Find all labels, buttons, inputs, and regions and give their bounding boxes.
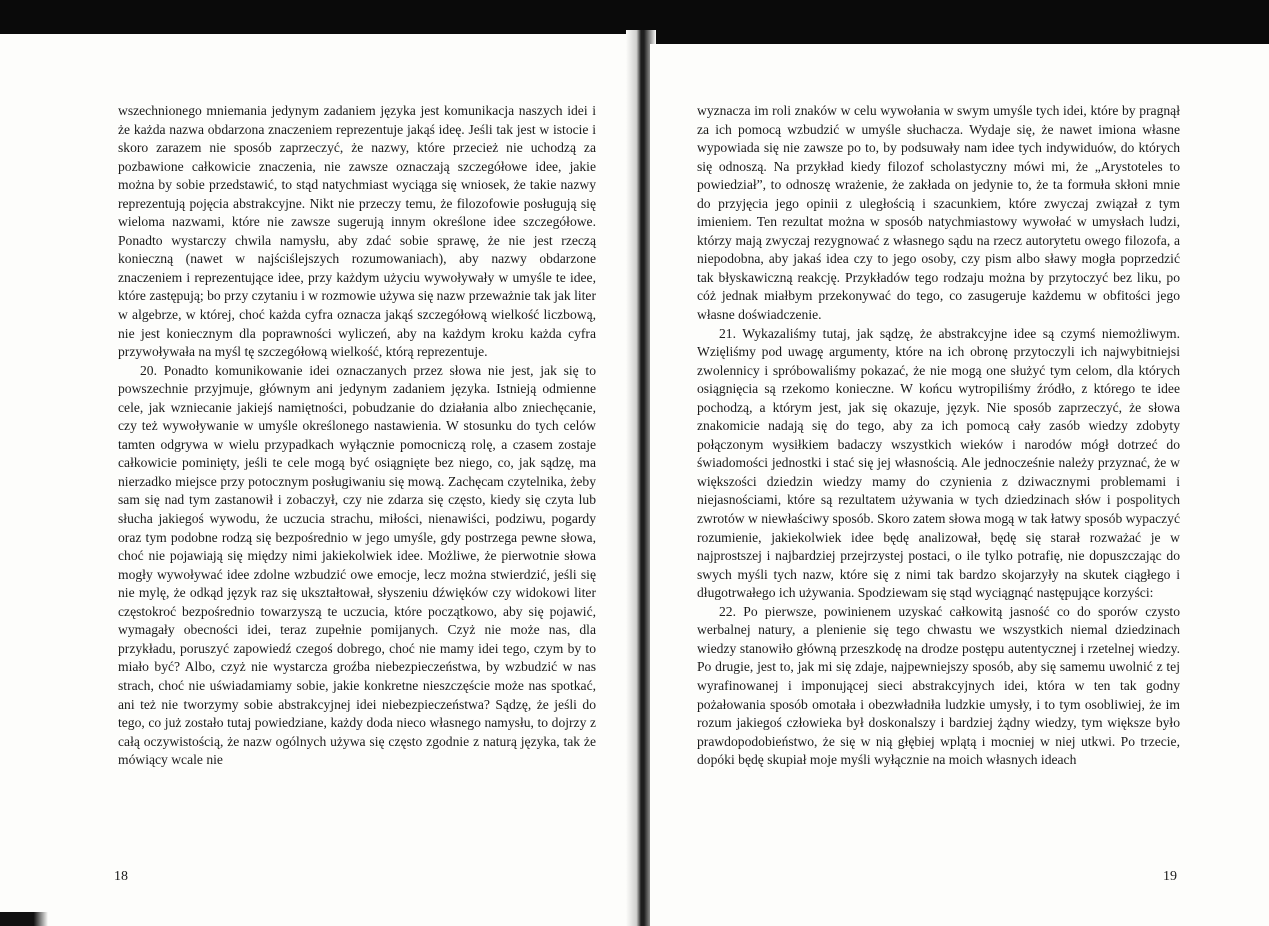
left-page	[0, 34, 634, 926]
paragraph: 21. Wykazaliśmy tutaj, jak sądzę, że abstrakcyjne idee są czymś niemożliwym. Wzięliśmy pod uwagę argumenty, które na ich obronę przytoczyli ich najwybitniejsi zwolennicy i spróbowaliśmy pokazać, że nie mogą one służyć tym celom, dla których osiągnięcia są rzekomo konieczne. W końcu wytropiliśmy źródło, z którego te idee pochodzą, a którym jest, jak się okazuje, język. Nie sposób zaprzeczyć, że słowa znakomicie nadają się do tego, aby za ich pomocą cały zasób wiedzy zdobyty połączonym wysiłkiem badaczy wszystkich wieków i narodów mógł dotrzeć do świadomości jednostki i stać się jej własnością. Ale jednocześnie należy przyznać, że w większości dziedzin wiedzy mamy do czynienia z dziwacznymi problemami i niejasnościami, które są rezultatem używania w tych dziedzinach słów i pospolitych zwrotów w niewłaściwy sposób. Skoro zatem słowa mogą w tak łatwy sposób wypaczyć rozumienie, jakiekolwiek idee będę analizował, będę się starał rozważać je w najprostszej i najbardziej przejrzystej postaci, o ile tylko potrafię, nie dopuszczając do swych myśli tych nazw, które się z nimi tak bardzo skojarzyły na skutek ciągłego i długotrwałego ich używania. Spodziewam się stąd wyciągnąć następujące korzyści:	[697, 325, 1180, 601]
right-page-body	[697, 102, 1180, 770]
page-number-left: 18	[114, 869, 128, 884]
paragraph: wszechnionego mniemania jedynym zadaniem języka jest komunikacja naszych idei i że każda nazwa obdarzona znaczeniem reprezentuje jakąś ideę. Jeśli tak jest w istocie i skoro zarazem nie sposób zaprzeczyć, że nazwy, które przecież nie uchodzą za pozbawione całkowicie znaczenia, nie zawsze oznaczają szczegółowe idee, jakie można by sobie przedstawić, to stąd natychmiast wyciąga się wniosek, że takie nazwy reprezentują pojęcia abstrakcyjne. Nikt nie przeczy temu, że filozofowie posługują się wieloma nazwami, które nie zawsze sugerują innym określone idee szczegółowe. Ponadto wystarczy chwila namysłu, aby zdać sobie sprawę, że nie jest rzeczą konieczną (nawet w najściślejszych rozumowaniach), aby nazwy obdarzone znaczeniem i reprezentujące idee, przy każdym użyciu wywoływały w umyśle te idee, które zastępują; bo przy czytaniu i w rozmowie używa się nazw przeważnie tak jak liter w algebrze, w której, choć każda cyfra oznacza jakąś szczegółową wielkość liczbową, nie jest koniecznym dla poprawności wyliczeń, aby na każdym kroku każda cyfra przywoływała na myśl tę szczegółową wielkość, którą reprezentuje.	[118, 103, 596, 360]
page-number-right: 19	[1163, 869, 1177, 884]
right-page	[650, 44, 1269, 926]
paragraph: 20. Ponadto komunikowanie idei oznaczanych przez słowa nie jest, jak się to powszechnie przyjmuje, głównym ani jedynym zadaniem języka. Istnieją odmienne cele, jak wzniecanie jakiejś namiętności, pobudzanie do działania albo zniechęcanie, czy też wywoływanie w umyśle określonego nastawienia. W stosunku do tych celów tamten odgrywa w wielu przypadkach wyłącznie pomocniczą rolę, a czasem zostaje całkowicie pominięty, jeśli te cele mogą być osiągnięte bez niego, co, jak sądzę, ma nierzadko miejsce przy potocznym posługiwaniu się mową. Zachęcam czytelnika, żeby sam się nad tym zastanowił i zobaczył, czy nie zdarza się często, kiedy się czyta lub słucha jakiegoś wywodu, że uczucia strachu, miłości, nienawiści, podziwu, pogardy oraz tym podobne rodzą się bezpośrednio w jego umyśle, gdy postrzega pewne słowa, choć nie pojawiają się między nimi jakiekolwiek idee. Możliwe, że pierwotnie słowa mogły wywoływać idee zdolne wzbudzić owe emocje, lecz można stwierdzić, jeśli się nie mylę, że odkąd język raz się ukształtował, słyszeniu dźwięków czy widokowi liter częstokroć bezpośrednio towarzyszą te uczucia, które początkowo, aby się pojawić, wymagały obecności idei, teraz zupełnie pomijanych. Czyż nie może nas, dla przykładu, poruszyć zapowiedź czegoś dobrego, choć nie mamy idei tego, czym by to miało być? Albo, czyż nie wystarcza groźba niebezpieczeństwa, by wzbudzić w nas strach, choć nie uświadamiamy sobie, jakie konkretne nieszczęście może nas spotkać, ani też nie tworzymy sobie abstrakcyjnej idei niebezpieczeństwa? Sądzę, że jeśli do tego, co już zostało tutaj powiedziane, każdy doda nieco własnego namysłu, to dojrzy z całą oczywistością, że nazw ogólnych używa się często zgodnie z naturą języka, tak że mówiący wcale nie	[118, 362, 596, 768]
page-corner-shadow	[0, 912, 48, 926]
paragraph: 22. Po pierwsze, powinienem uzyskać całkowitą jasność co do sporów czysto werbalnej natury, a plenienie się tego chwastu we wszystkich niemal dziedzinach wiedzy stanowiło główną przeszkodę na drodze postępu autentycznej i rzetelnej wiedzy. Po drugie, jest to, jak mi się zdaje, najpewniejszy sposób, aby się samemu uwolnić z tej wyrafinowanej i imponującej sieci abstrakcyjnych idei, która w ten tak godny pożałowania sposób omotała i obezwładniła ludzkie umysły, i to tym osobliwiej, że im rozum jakiegoś człowieka był doskonalszy i bardziej żądny wiedzy, tym większe było prawdopodobieństwo, że się w nią głębiej wplątą i mocniej w niej utkwi. Po trzecie, dopóki będę skupiał moje myśli wyłącznie na moich własnych ideach	[697, 603, 1180, 768]
paragraph: wyznacza im roli znaków w celu wywołania w swym umyśle tych idei, które by pragnął za ich pomocą wzbudzić w umyśle słuchacza. Wydaje się, że nawet imiona własne wypowiada się nie zawsze po to, by podsuwały nam idee tych indywiduów, do których się odnoszą. Na przykład kiedy filozof scholastyczny mówi mi, że „Arystoteles to powiedział”, to odnoszę wrażenie, że zakłada on jedynie to, że ta formuła skłoni mnie do przyjęcia jego opinii z uległością i szacunkiem, które zwyczaj związał z tym imieniem. Ten rezultat można w sposób natychmiastowy wywołać w umysłach ludzi, którzy mają zwyczaj rezygnować z własnego sądu na rzecz autorytetu owego filozofa, a niepodobna, aby jakaś idea czy to jego osoby, czy pism albo sławy mogła poprzedzić tak błyskawiczną reakcję. Przykładów tego rodzaju można by przytoczyć bez liku, po cóż jednak miałbym przekonywać do tego, co zasugeruje każdemu w obfitości jego własne doświadczenie.	[697, 103, 1180, 323]
left-page-body	[118, 102, 596, 770]
